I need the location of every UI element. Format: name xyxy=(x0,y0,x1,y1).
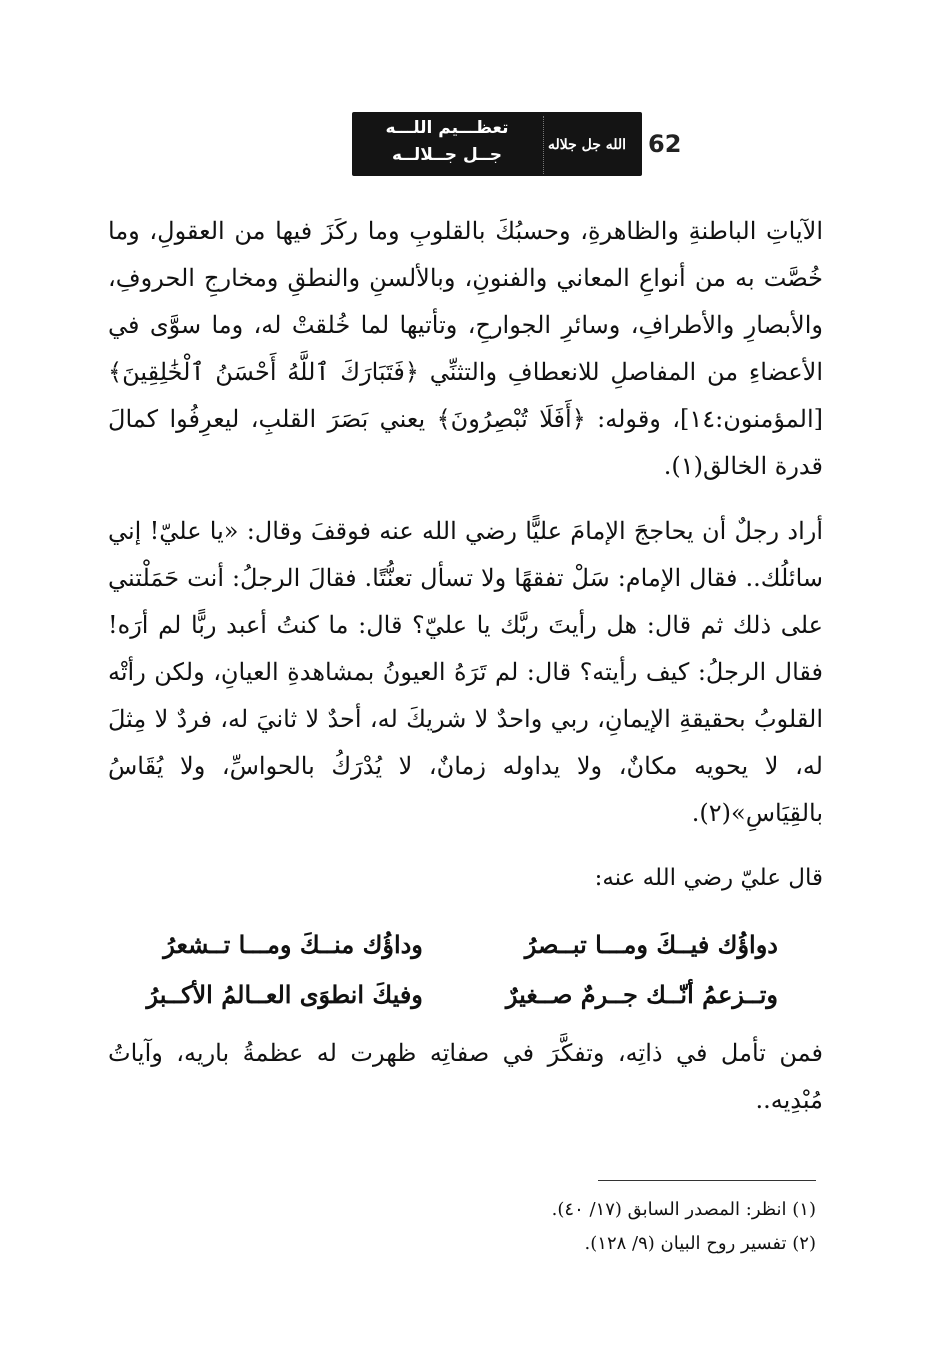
chapter-title-line1: تعظـــيم اللـــه xyxy=(385,118,509,138)
poem-verse-2 xyxy=(108,970,823,1020)
paragraph-3: فمن تأمل في ذاتِه، وتفكَّرَ في صفاتِه ظهرت له عظمةُ باريه، وآياتُ مُبْدِيه.. xyxy=(108,1039,823,1114)
chapter-title-line2: جــل جــلالــه xyxy=(391,145,503,165)
paragraph-2: أراد رجلٌ أن يحاججَ الإمامَ عليًّا رضي الله عنه فوقفَ وقال: «يا عليّ! إني سائلُك.. فقال الإمام: سَلْ تفقهًا ولا تسأل تعنُّتًا. فقالَ الرجلُ: أنت حَمَلْتني على ذلك ثم قال: هل رأيتَ ربَّك يا عليّ؟ قال: ما كنتُ أعبد ربًّا لم أرَه! فقال الرجلُ: كيف رأيته؟ قال: لم تَرَهُ العيونُ بمشاهدةِ العيانِ، ولكن رأتْه القلوبُ بحقيقةِ الإيمانِ، ربي واحدٌ لا شريكَ له، أحدٌ لا ثانيَ له، فردٌ لا مِثلَ له، لا يحويه مكانٌ، ولا يداوله زمانٌ، لا يُدْرَكُ بالحواسِّ، ولا يُقَاسُ بالقِيَاسِ»(٢). xyxy=(108,517,824,827)
poem-verse-1 xyxy=(108,920,823,970)
footnote-divider xyxy=(598,1180,816,1181)
poem-intro: قال عليّ رضي الله عنه: xyxy=(594,865,823,891)
verse-1-second-hemistich: وداؤُك منــكَ ومـــا تــشعرُ xyxy=(163,930,423,959)
paragraph-1: الآياتِ الباطنةِ والظاهرةِ، وحسبُكَ بالقلوبِ وما ركَزَ فيها من العقولِ، وما خُصَّت به من أنواعِ المعاني والفنونِ، وبالألسنِ والنطقِ ومخارجِ الحروفِ، والأبصارِ والأطرافِ، وسائرِ الجوارحِ، وتأتيها لما خُلقتْ له، وما سوَّى في الأعضاءِ من المفاصلِ للانعطافِ والتثنِّي ﴿فَتَبَارَكَ ٱللَّهُ أَحْسَنُ ٱلْخَٰلِقِينَ﴾ [المؤمنون:١٤]، وقوله: ﴿أَفَلَا تُبْصِرُونَ﴾ يعني بَصَرَ القلبِ، ليعرِفُوا كمالَ قدرة الخالق(١). xyxy=(108,217,823,480)
page-number: 62 xyxy=(648,130,682,158)
verse-1-first-hemistich: دواؤُك فيــكَ ومـــا تبــصرُ xyxy=(524,930,778,959)
main-text xyxy=(108,208,823,1142)
footnote-2: (٢) تفسير روح البيان (٩/ ١٢٨). xyxy=(584,1233,816,1254)
footnotes xyxy=(420,1193,816,1261)
verse-2-first-hemistich: وتــزعمُ أنّــك جــرمٌ صــغيرٌ xyxy=(505,980,778,1009)
chapter-title xyxy=(362,115,532,169)
verse-2-second-hemistich: وفيكَ انطوَى العــالمُ الأكــبرُ xyxy=(146,980,423,1009)
footnote-1: (١) انظر: المصدر السابق (١٧/ ٤٠). xyxy=(551,1199,816,1220)
emblem-text: الله جل جلاله xyxy=(547,137,627,153)
allah-calligraphy-emblem xyxy=(543,116,630,174)
